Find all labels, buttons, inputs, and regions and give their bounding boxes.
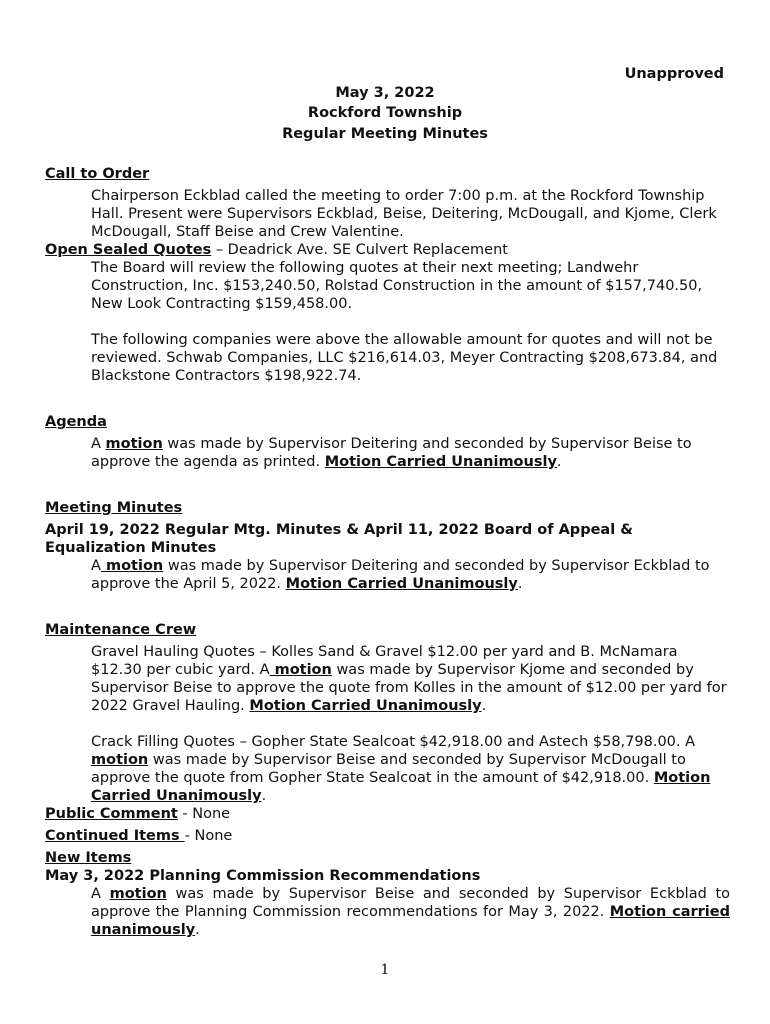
crack-carried: Motion Carried Unanimously [91,770,711,804]
gravel-hauling-text [45,643,730,715]
continued-items-line [45,827,730,845]
agenda-heading: Agenda [45,414,107,430]
maintenance-heading: Maintenance Crew [45,622,197,638]
new-items-motion-body: was made by Supervisor Beise and seconded by Supervisor Eckblad to approve the Planning Commission recommendations for May 3, 2022. [91,886,731,920]
minutes-motion-word: motion [100,558,164,574]
minutes-end: . [517,576,523,592]
agenda-a: A [91,436,106,452]
minutes-a: A [91,558,101,574]
minutes-motion-body: was made by Supervisor Deitering and seconded by Supervisor Eckblad to approve the April 5, 2022. [91,558,710,592]
public-comment-line [45,805,730,823]
call-to-order-heading: Call to Order [45,166,150,182]
new-items-end: . [195,922,200,938]
new-items-a: A [91,886,110,902]
crack-filling-text [45,733,730,805]
gravel-motion-word: motion [269,662,332,678]
gravel-hauling-quotes: Gravel Hauling Quotes – Kolles Sand & Gravel $12.00 per yard and B. McNamara $12.30 per cubic yard. A [91,644,678,678]
quotes-paragraph-1: The Board will review the following quotes at their next meeting; Landwehr Construction, Inc. $153,240.50, Rolstad Construction in the amount of $157,740.50, New Look Contracting $159,458.00. [91,260,703,312]
agenda-carried: Motion Carried Unanimously [324,454,557,470]
agenda-motion-word: motion [105,436,163,452]
new-items-carried: Motion carried unanimously [91,904,730,938]
approval-status: Unapproved [624,66,724,82]
organization-name: Rockford Township [307,105,463,121]
call-to-order-text: Chairperson Eckblad called the meeting to order 7:00 p.m. at the Rockford Township Hall. Present were Supervisors Eckblad, Beise, Deitering, McDougall, and Kjome, Clerk McDougall, Staff Beise and Crew Valentine. [91,188,717,240]
agenda-motion-text [45,435,730,471]
quotes-paragraph-2: The following companies were above the allowable amount for quotes and will not be reviewed. Schwab Companies, LLC $216,614.03, Meyer Contracting $208,673.84, and Blackstone Contractors $198,922.74. [91,332,718,384]
minutes-body [45,165,730,939]
document-title: Regular Meeting Minutes [282,126,488,142]
continued-items-value: - None [184,828,233,844]
crack-filling-quotes: Crack Filling Quotes – Gopher State Sealcoat $42,918.00 and Astech $58,798.00. A [91,734,696,750]
gravel-motion-body: was made by Supervisor Kjome and seconded by Supervisor Beise to approve the quote from Kolles in the amount of $12.00 per yard for 2022 Gravel Hauling. [91,662,727,714]
quotes-subject: – Deadrick Ave. SE Culvert Replacement [211,242,508,258]
meeting-date: May 3, 2022 [335,85,435,101]
minutes-motion-text [45,557,730,593]
agenda-end: . [556,454,562,470]
quotes-heading-line [45,241,730,259]
public-comment-value: - None [177,806,231,822]
quotes-heading: Open Sealed Quotes [45,242,212,258]
minutes-subheading: April 19, 2022 Regular Mtg. Minutes & April 11, 2022 Board of Appeal & Equalization Minutes [45,522,633,556]
page-number: 1 [380,962,390,978]
minutes-heading: Meeting Minutes [45,500,183,516]
crack-motion-body: was made by Supervisor Beise and seconded by Supervisor McDougall to approve the quote from Gopher State Sealcoat in the amount of $42,918.00. [91,752,686,786]
new-items-motion-word: motion [109,886,167,902]
continued-items-heading: Continued Items [45,828,185,844]
crack-motion-word: motion [91,752,149,768]
gravel-end: . [481,698,487,714]
public-comment-heading: Public Comment [45,806,178,822]
new-items-heading: New Items [45,850,132,866]
agenda-motion-body: was made by Supervisor Deitering and seconded by Supervisor Beise to approve the agenda as printed. [91,436,692,470]
new-items-motion-text [45,885,730,939]
minutes-carried: Motion Carried Unanimously [285,576,518,592]
gravel-carried: Motion Carried Unanimously [249,698,482,714]
new-items-subheading: May 3, 2022 Planning Commission Recommendations [45,868,481,884]
crack-end: . [261,788,267,804]
